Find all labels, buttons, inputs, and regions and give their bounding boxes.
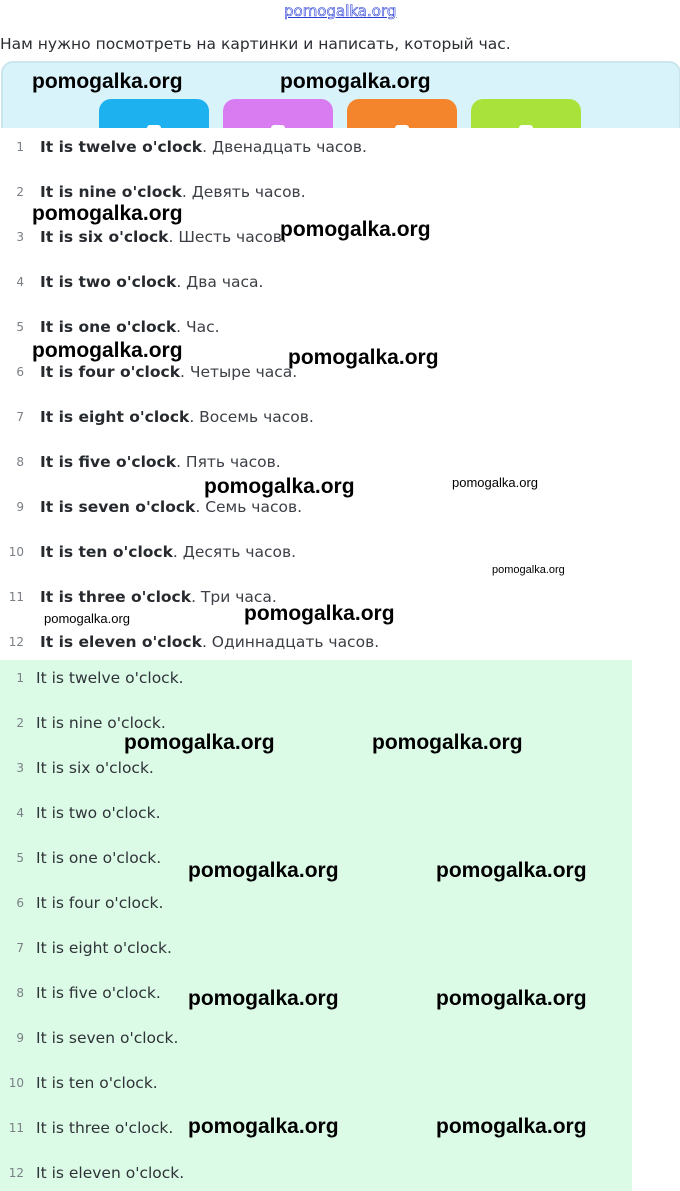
answer-text <box>40 631 379 653</box>
translation-text: It is three o'clock. <box>36 1119 174 1137</box>
row-number: 3 <box>16 761 24 775</box>
answer-russian: . Восемь часов. <box>189 408 314 426</box>
answer-english: It is nine o'clock <box>40 183 182 201</box>
translation-text: It is one o'clock. <box>36 849 162 867</box>
watermark-text: pomogalka.org <box>280 70 431 93</box>
answer-russian: . Двенадцать часов. <box>202 138 367 156</box>
row-number: 10 <box>8 1076 24 1090</box>
task-text: Нам нужно посмотреть на картинки и написать, который час. <box>0 35 511 53</box>
watermark-text: pomogalka.org <box>32 70 183 93</box>
row-number: 2 <box>16 185 24 199</box>
answer-english: It is four o'clock <box>40 363 181 381</box>
answer-english: It is seven o'clock <box>40 498 196 516</box>
answer-text <box>40 136 367 158</box>
translation-text: It is twelve o'clock. <box>36 669 184 687</box>
watermark-text: pomogalka.org <box>436 1115 587 1138</box>
answer-text <box>40 181 306 203</box>
answer-english: It is three o'clock <box>40 588 192 606</box>
answer-russian: . Девять часов. <box>181 183 306 201</box>
answer-english: It is six o'clock <box>40 228 169 246</box>
row-number: 8 <box>16 986 24 1000</box>
translation-text: It is four o'clock. <box>36 894 164 912</box>
watermark-text: pomogalka.org <box>436 859 587 882</box>
translation-text: It is eight o'clock. <box>36 939 172 957</box>
translation-text: It is ten o'clock. <box>36 1074 158 1092</box>
row-number: 4 <box>16 275 24 289</box>
watermark-text: pomogalka.org <box>204 475 355 498</box>
answer-text <box>40 406 314 428</box>
answer-english: It is eight o'clock <box>40 408 190 426</box>
row-number: 9 <box>16 500 24 514</box>
answer-english: It is eleven o'clock <box>40 633 202 651</box>
row-number: 7 <box>16 941 24 955</box>
row-number: 1 <box>16 140 24 154</box>
watermark-text: pomogalka.org <box>124 731 275 754</box>
row-number: 5 <box>16 320 24 334</box>
row-number: 9 <box>16 1031 24 1045</box>
watermark-text: pomogalka.org <box>492 564 565 576</box>
row-number: 8 <box>16 455 24 469</box>
translation-text: It is seven o'clock. <box>36 1029 179 1047</box>
watermark-text: pomogalka.org <box>188 987 339 1010</box>
translation-text: It is five o'clock. <box>36 984 161 1002</box>
row-number: 3 <box>16 230 24 244</box>
row-number: 10 <box>8 545 24 559</box>
answer-text <box>40 226 287 248</box>
watermark-text: pomogalka.org <box>188 1115 339 1138</box>
answer-english: It is twelve o'clock <box>40 138 203 156</box>
translation-text: It is two o'clock. <box>36 804 161 822</box>
answer-russian: . Пять часов. <box>176 453 281 471</box>
answer-text <box>40 451 281 473</box>
row-number: 5 <box>16 851 24 865</box>
answer-text <box>40 586 277 608</box>
row-number: 4 <box>16 806 24 820</box>
answer-text <box>40 316 220 338</box>
watermark-text: pomogalka.org <box>436 987 587 1010</box>
answer-russian: . Семь часов. <box>195 498 303 516</box>
answer-text <box>40 361 297 383</box>
watermark-text: pomogalka.org <box>372 731 523 754</box>
watermark-text: pomogalka.org <box>32 339 183 362</box>
watermark-text: pomogalka.org <box>44 611 130 626</box>
site-link[interactable]: pomogalka.org <box>284 2 397 20</box>
answer-text <box>40 541 296 563</box>
answer-russian: . Три часа. <box>191 588 277 606</box>
watermark-text: pomogalka.org <box>452 475 538 490</box>
watermark-text: pomogalka.org <box>280 218 431 241</box>
translation-text: It is six o'clock. <box>36 759 154 777</box>
answer-russian: . Четыре часа. <box>180 363 298 381</box>
answer-text <box>40 496 302 518</box>
answer-english: It is five o'clock <box>40 453 177 471</box>
watermark-text: pomogalka.org <box>288 346 439 369</box>
row-number: 12 <box>8 635 24 649</box>
answer-russian: . Десять часов. <box>172 543 297 561</box>
watermark-text: pomogalka.org <box>244 602 395 625</box>
answer-russian: . Одиннадцать часов. <box>201 633 380 651</box>
row-number: 11 <box>8 1121 24 1135</box>
answer-russian: . Шесть часов. <box>168 228 287 246</box>
row-number: 11 <box>8 590 24 604</box>
answer-english: It is one o'clock <box>40 318 177 336</box>
answer-english: It is two o'clock <box>40 273 177 291</box>
row-number: 7 <box>16 410 24 424</box>
answer-russian: . Два часа. <box>176 273 264 291</box>
watermark-text: pomogalka.org <box>188 859 339 882</box>
watermark-text: pomogalka.org <box>32 202 183 225</box>
row-number: 6 <box>16 896 24 910</box>
row-number: 1 <box>16 671 24 685</box>
translation-text: It is eleven o'clock. <box>36 1164 185 1182</box>
answer-text <box>40 271 263 293</box>
translation-text: It is nine o'clock. <box>36 714 166 732</box>
row-number: 2 <box>16 716 24 730</box>
answer-russian: . Час. <box>176 318 220 336</box>
answer-english: It is ten o'clock <box>40 543 173 561</box>
translation-panel <box>0 660 632 1191</box>
row-number: 12 <box>8 1166 24 1180</box>
row-number: 6 <box>16 365 24 379</box>
